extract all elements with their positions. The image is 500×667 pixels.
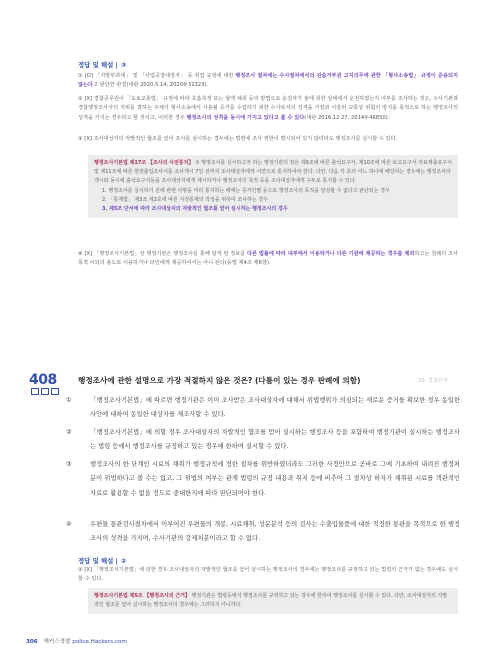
review-checkboxes [31,388,61,396]
law-item: 1. 행정조사를 실시하기 전에 관련 사항을 미리 통지하는 때에는 증거인멸 등으로 행정조사의 목적을 달성할 수 없다고 판단되는 경우 [102,187,390,194]
review-checkbox[interactable] [31,388,39,395]
law-title: 행정조사기본법 제5조 【행정조사의 근거】 [94,593,190,599]
option-number: ③ [66,461,72,468]
explanation-item [78,72,458,91]
explanation-item [78,566,458,585]
option-1 [66,394,460,423]
answer-value: ③ [120,61,127,69]
explanation-text: (대판 2016.12.27, 2014두46850). [304,114,390,121]
answer-label: 정답 및 해설 | [78,557,118,565]
explanation-highlight: 행정조사 절차에는 수사절차에서의 진술거부권 고지의무에 관한 「형사소송법」 규정이 준용되지 않는다 [78,73,459,89]
option-4 [66,518,460,547]
answer-value: ② [120,557,127,565]
explanation-text: ④ [X] 「행정조사기본법」상 행정기관은 행정조사를 통해 알게 된 정보를 [78,251,247,257]
option-3 [66,458,460,501]
explanation-text: ① [O] 「지방부과세」 및 「사업공장대장자」 등 취업 규정에 대한 [78,73,236,79]
option-text: 「행정조사기본법」에 의할 경우 조사대상자의 자발적인 협조를 얻어 실시하는 행정조사 등을 포함하여 행정기관이 실시하는 행정조사는 법령 등에서 행정조사를 규정하고 있는 경우에 한하여 실시할 수 있다. [90,429,460,451]
answer-header [78,556,126,565]
answer-label: 정답 및 해설 | [78,61,118,69]
option-2 [66,426,460,455]
explanation-highlight: 행정조사의 성격을 동시에 가지고 있다고 볼 수 있다 [186,114,305,121]
question-source: 20. 경찰간부 [418,378,448,384]
explanation-text: ② [X] 경찰공무원이 「도로교통법」 규정에 따라 호흡측정 또는 혈액 채취 등의 방법으로 운전자가 술에 취한 상태에서 운전하였는지 여부를 조사하는 것은, 수사기관과 경찰행정조사자의 지위를 겸하는 주체가 형사소송에서 사용될 증거를 수집하기 위한 수사로서의 성격을 가짐과 아울러 교통상 위험의 방지를 목적으로 하는 행정조사의 성격을 가지는 경우라고 할 것이고, 이러한 경우 [78,96,458,121]
law-excerpt-box [88,588,458,614]
explanation-item [78,95,458,123]
explanation-item [78,250,458,269]
law-body: ① 행정조사를 실시하고자 하는 행정기관의 장은 제9조에 따른 출석요구서, 제10조에 따른 보고요구서·자료제출요구서 및 제11조에 따른 현장출입조사서를 조사개시 7일 전까지 조사대상자에게 서면으로 통지하여야 한다. 다만, 다음 각 호의 어느 하나에 해당하는 경우에는 행정조사의 개시와 동시에 출석요구서등을 조사대상자에게 제시하거나 행정조사의 목적 등을 조사대상자에게 구두로 통지할 수 있다. [94,160,452,185]
review-checkbox[interactable] [41,388,49,395]
law-title: 행정조사기본법 제17조 【조사의 사전통지】 [94,160,194,166]
publisher-name: 해커스경찰 [43,639,71,645]
option-number: ① [66,397,72,404]
option-text: 「행정조사기본법」에 따르면 행정기관은 이미 조사받은 조사대상자에 대해서 위법행위가 의심되는 새로운 증거를 확보한 경우 동일한 사안에 대하여 동일한 대상자를 재조사할 수 있다. [90,397,460,419]
option-text: 행정조사의 한 단계인 시료의 채취가 행정규칙에 정한 절차를 위반하였더라도 그러한 사정만으로 곧바로 그에 기초하여 내려진 행정처분이 위법하다고 볼 수는 없고, 그 위법의 여부는 관계 법령의 규정 내용과 취지 등에 비추어 그 절차상 하자가 채취된 시료를 객관적인 자료로 활용할 수 없을 정도로 중대한지에 따라 판단되어야 한다. [90,461,460,497]
page-footer [26,637,127,645]
answer-header [78,60,126,69]
review-checkbox[interactable] [51,388,59,395]
option-number: ② [66,429,72,436]
law-item: 2. 「통계법」 제3조 제2호에 따른 지정통계의 작성을 위하여 조사하는 경우 [102,196,268,203]
explanation-text: 하고는 원래의 조사목적 이외의 용도로 이용하거나 타인에게 제공하여서는 아니 된다(동법 제4조 제6항). [78,251,458,267]
law-excerpt-box [88,155,458,218]
explanation-highlight: 다른 법률에 따라 내부에서 이용하거나 다른 기관에 제공하는 경우를 제외 [246,251,415,257]
option-number: ④ [66,521,72,528]
question-number: 408 [29,372,57,388]
page-number: 306 [26,639,38,645]
law-body: 행정기관은 법령등에서 행정조사를 규정하고 있는 경우에 한하여 행정조사를 실시할 수 있다. 다만, 조사대상자의 자발적인 협조를 얻어 실시하는 행정조사의 경우에는 그러하지 아니하다. [94,593,448,609]
explanation-item [78,135,458,144]
option-text: 우편물 통관검사절차에서 이루어진 우편물의 개봉, 시료채취, 성분분석 등의 검사는 수출입물품에 대한 적정한 통관을 목적으로 한 행정조사의 성격을 가지며, 수사기관의 강제처분이라고 할 수 없다. [90,521,460,543]
question-text: 행정조사에 관한 설명으로 가장 적절하지 않은 것은? (다툼이 있는 경우 판례에 의함) [78,376,361,385]
explanation-text: 고 판단한 판결(대판 2020.5.14, 2020두31323). [93,82,209,89]
law-item-highlight: 3. 제5조 단서에 따라 조사대상자의 자발적인 협조를 얻어 실시하는 행정조사의 경우 [102,206,288,213]
explanation-text: ② [X] 「행정조사기본법」에 의한 경우 조사대상자의 자발적인 협조를 얻어 실시하는 행정조사의 경우에는 행정조사를 규정하고 있는 법령의 근거가 없는 경우에도 실시할 수 있다. [78,567,458,583]
explanation-text: ③ [X] 조사대상자의 자발적인 협조를 얻어 조사를 실시하는 경우에는 법령에 조사 권한이 명시되어 있지 않더라도 행정조사를 실시할 수 있다. [78,136,398,142]
publisher-site: police.Hackers.com [72,639,127,645]
